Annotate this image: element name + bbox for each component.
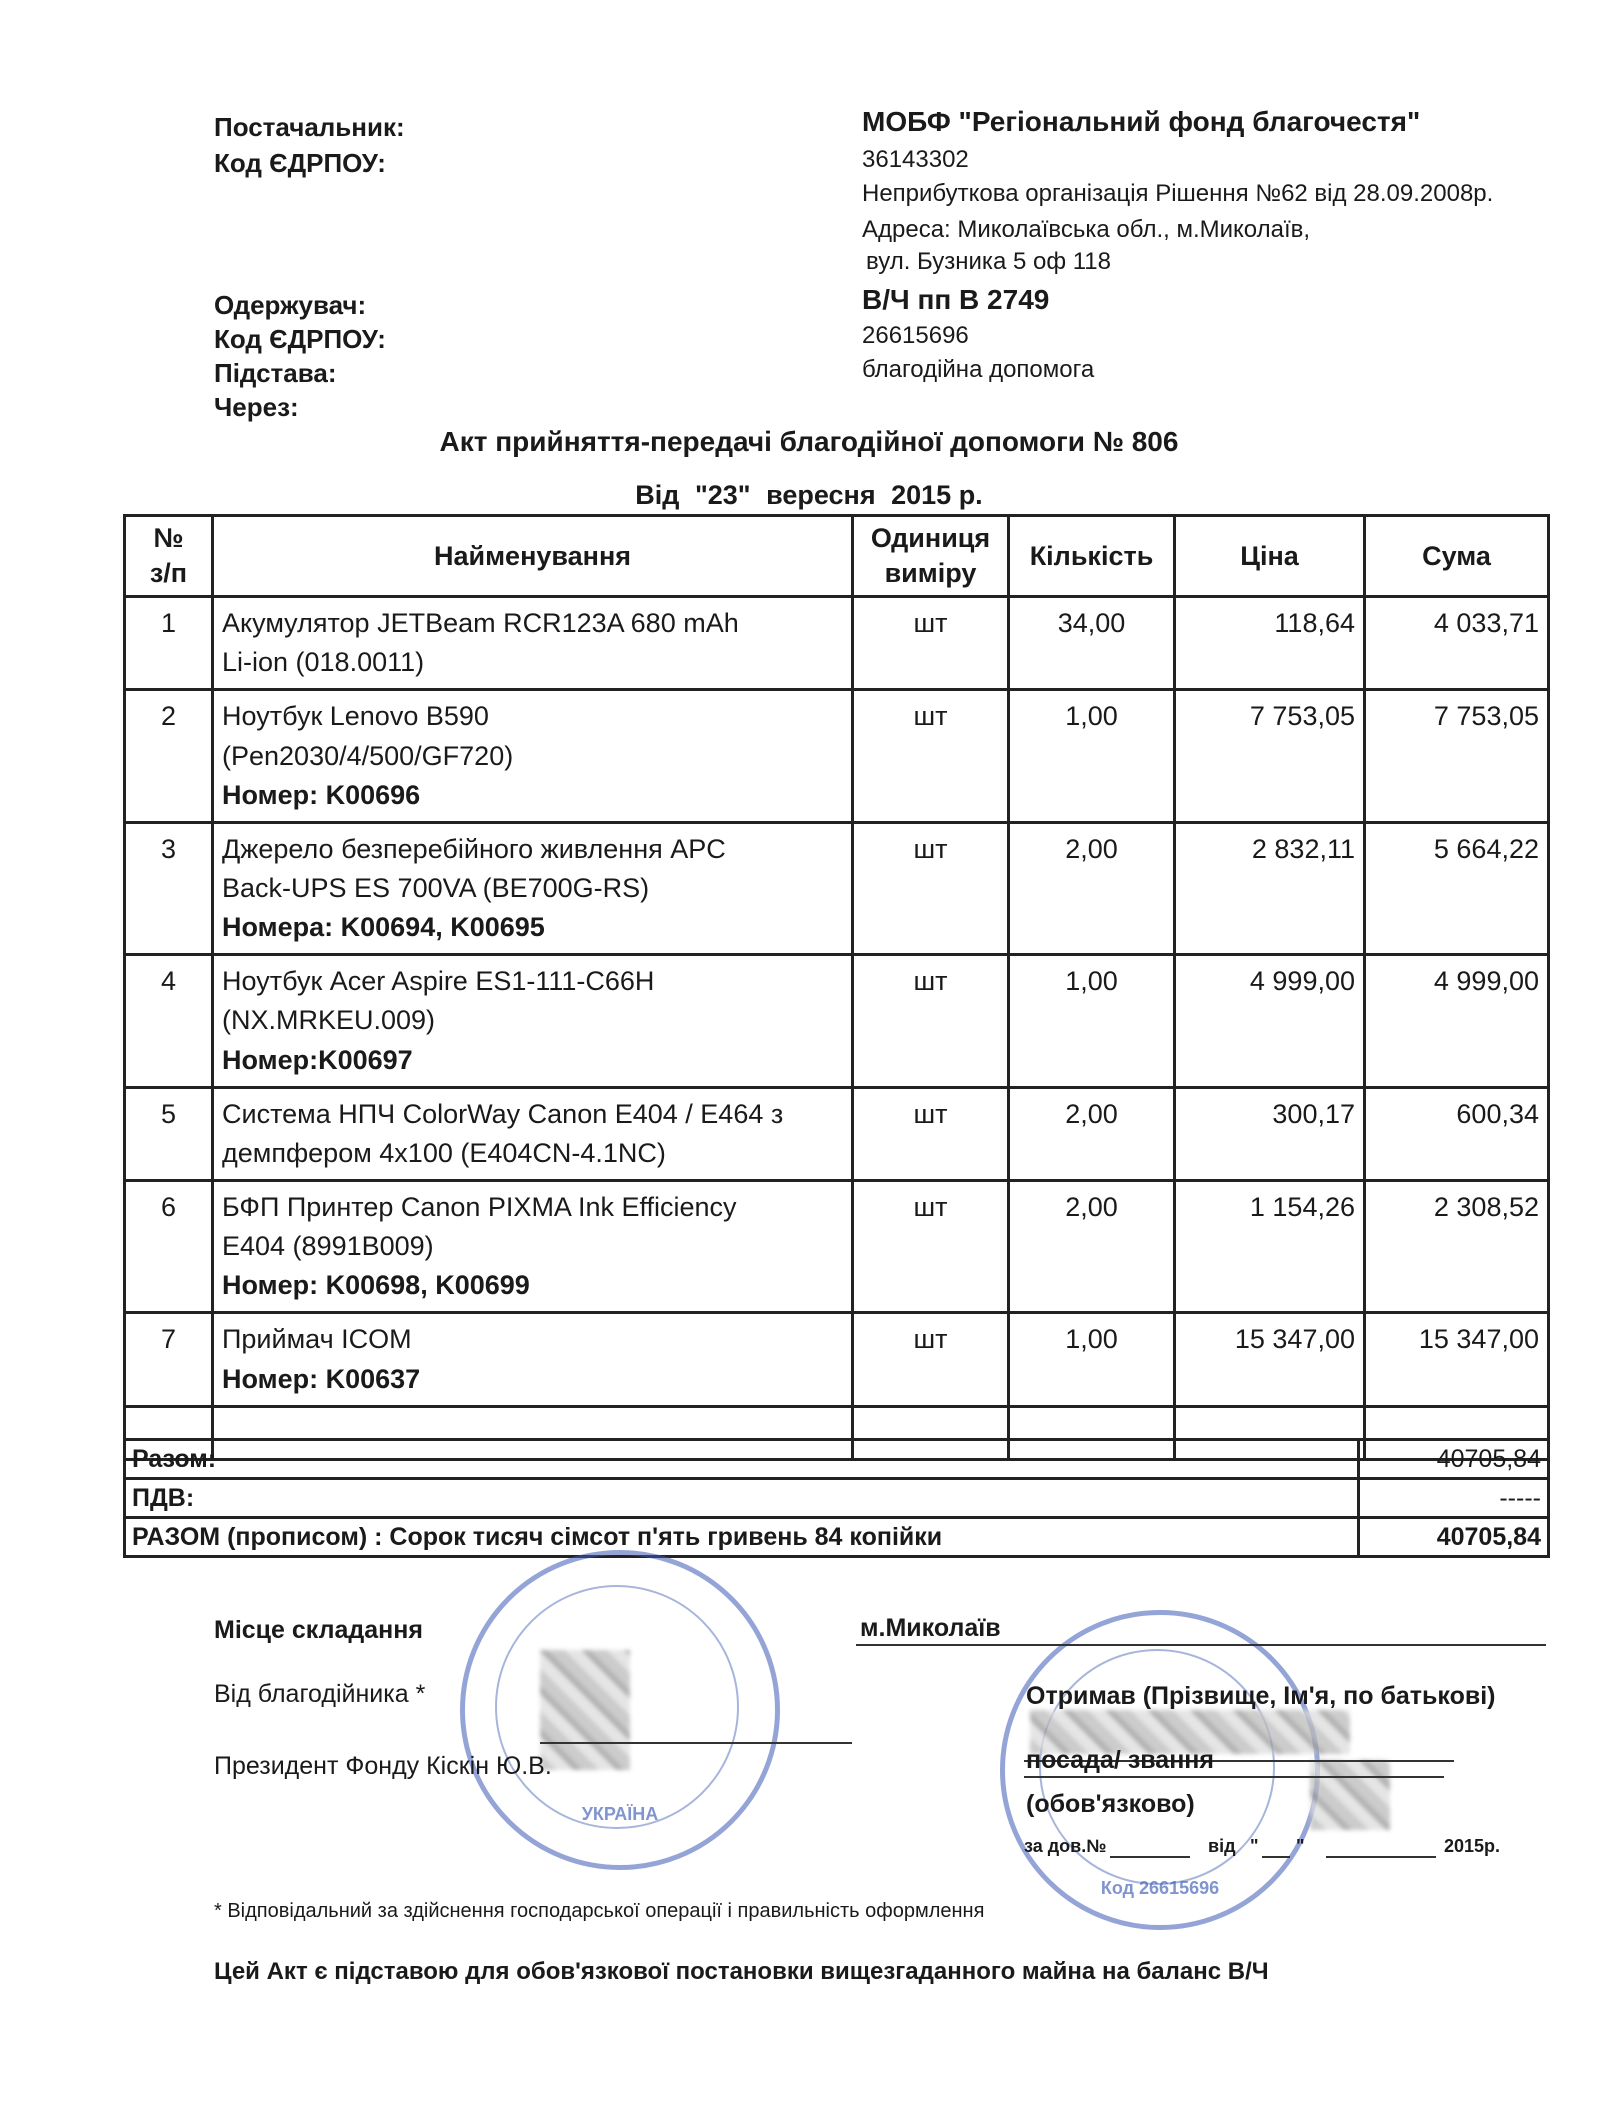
poa-number-line bbox=[1110, 1856, 1190, 1858]
poa-year: 2015р. bbox=[1444, 1836, 1501, 1856]
row-price: 118,64 bbox=[1175, 597, 1365, 690]
row-sum: 2 308,52 bbox=[1365, 1181, 1549, 1313]
poa-date-label: від bbox=[1208, 1836, 1236, 1856]
row-unit: шт bbox=[853, 690, 1009, 822]
position-line bbox=[1024, 1776, 1444, 1778]
header-no-line1: № bbox=[153, 523, 184, 553]
row-name-line1: Ноутбук Lenovo B590 bbox=[222, 701, 489, 732]
row-name-line1: Приймач ICOM bbox=[222, 1324, 412, 1355]
header-sum: Сума bbox=[1365, 516, 1549, 597]
president-name: Президент Фонду Кіскін Ю.В. bbox=[214, 1752, 552, 1780]
recipient-via-label: Через: bbox=[214, 392, 299, 422]
supplier-label: Постачальник: bbox=[214, 112, 405, 142]
row-price: 1 154,26 bbox=[1175, 1181, 1365, 1313]
place-label: Місце складання bbox=[214, 1616, 423, 1644]
row-unit: шт bbox=[853, 955, 1009, 1087]
row-name-line2: E404 (8991B009) bbox=[222, 1231, 434, 1262]
from-donor-label: Від благодійника * bbox=[214, 1680, 426, 1708]
row-name bbox=[213, 1313, 853, 1406]
row-price: 7 753,05 bbox=[1175, 690, 1365, 822]
basis-note: Цей Акт є підставою для обов'язкової постановки вищезгаданного майна на баланс В/Ч bbox=[214, 1958, 1269, 1985]
row-serial: Номера: K00694, K00695 bbox=[222, 912, 545, 943]
row-sum: 4 999,00 bbox=[1365, 955, 1549, 1087]
row-name-line2: демпфером 4x100 (E404CN-4.1NC) bbox=[222, 1137, 666, 1168]
row-sum: 15 347,00 bbox=[1365, 1313, 1549, 1406]
row-name bbox=[213, 955, 853, 1087]
row-no: 4 bbox=[125, 955, 213, 1087]
row-serial: Номер: K00696 bbox=[222, 779, 421, 810]
recipient-label: Одержувач: bbox=[214, 290, 367, 320]
poa-month-line bbox=[1326, 1856, 1436, 1858]
header-unit bbox=[853, 516, 1009, 597]
row-name-line1: Система НПЧ ColorWay Canon E404 / E464 з bbox=[222, 1098, 784, 1129]
row-name-line1: Ноутбук Acer Aspire ES1-111-C66H bbox=[222, 966, 655, 997]
redacted-position bbox=[1310, 1760, 1390, 1830]
mandatory-label: (обов'язково) bbox=[1026, 1790, 1195, 1818]
place-value: м.Миколаїв bbox=[860, 1614, 1001, 1642]
header-unit-line1: Одиниця bbox=[870, 523, 991, 553]
row-price: 2 832,11 bbox=[1175, 822, 1365, 954]
total-words-value: 40705,84 bbox=[1359, 1518, 1549, 1557]
table-row bbox=[125, 955, 1549, 1087]
redacted-signature bbox=[540, 1650, 630, 1770]
row-name bbox=[213, 822, 853, 954]
row-serial: Номер: K00698, K00699 bbox=[222, 1270, 530, 1301]
items-table bbox=[123, 514, 1550, 1461]
table-row bbox=[125, 690, 1549, 822]
row-sum: 4 033,71 bbox=[1365, 597, 1549, 690]
row-name bbox=[213, 690, 853, 822]
supplier-name: МОБФ "Регіональний фонд благочестя" bbox=[862, 106, 1421, 137]
row-qty: 2,00 bbox=[1009, 822, 1175, 954]
header-unit-line2: виміру bbox=[884, 558, 977, 589]
poa-quote-close: " bbox=[1296, 1836, 1305, 1856]
table-row bbox=[125, 1313, 1549, 1406]
recipient-name: В/Ч пп В 2749 bbox=[862, 284, 1050, 315]
donor-signature-line bbox=[540, 1742, 852, 1744]
row-sum: 5 664,22 bbox=[1365, 822, 1549, 954]
recipient-code: 26615696 bbox=[862, 322, 969, 349]
recipient-code-label: Код ЄДРПОУ: bbox=[214, 324, 386, 354]
row-qty: 2,00 bbox=[1009, 1087, 1175, 1180]
total-row bbox=[125, 1440, 1549, 1479]
supplier-code: 36143302 bbox=[862, 146, 969, 173]
row-unit: шт bbox=[853, 1181, 1009, 1313]
total-words-label: РАЗОМ (прописом) : Сорок тисяч сімсот п'ять гривень 84 копійки bbox=[125, 1518, 1359, 1557]
row-unit: шт bbox=[853, 597, 1009, 690]
row-name-line1: Джерело безперебійного живлення APC bbox=[222, 833, 726, 864]
table-row bbox=[125, 1087, 1549, 1180]
row-price: 15 347,00 bbox=[1175, 1313, 1365, 1406]
supplier-note: Неприбуткова організація Рішення №62 від 28.09.2008р. bbox=[862, 180, 1494, 207]
row-qty: 1,00 bbox=[1009, 1313, 1175, 1406]
totals-table bbox=[123, 1438, 1550, 1558]
row-qty: 1,00 bbox=[1009, 690, 1175, 822]
supplier-address-line2: вул. Бузника 5 оф 118 bbox=[866, 248, 1112, 275]
row-name bbox=[213, 597, 853, 690]
row-no: 7 bbox=[125, 1313, 213, 1406]
row-name-line2: (Pen2030/4/500/GF720) bbox=[222, 740, 514, 771]
row-name bbox=[213, 1087, 853, 1180]
vat-label: ПДВ: bbox=[125, 1479, 1359, 1518]
header-no-line2: з/п bbox=[149, 558, 188, 589]
recipient-basis: благодійна допомога bbox=[862, 356, 1095, 383]
row-name-line2: (NX.MRKEU.009) bbox=[222, 1005, 436, 1036]
row-name-line2: Back-UPS ES 700VA (BE700G-RS) bbox=[222, 873, 650, 904]
table-header-row bbox=[125, 516, 1549, 597]
row-sum: 7 753,05 bbox=[1365, 690, 1549, 822]
row-unit: шт bbox=[853, 1313, 1009, 1406]
header-no bbox=[125, 516, 213, 597]
power-of-attorney-label: за дов.№ bbox=[1024, 1836, 1107, 1856]
row-no: 1 bbox=[125, 597, 213, 690]
table-row bbox=[125, 822, 1549, 954]
received-label: Отримав (Прізвище, Ім'я, по батькові) bbox=[1026, 1682, 1496, 1710]
table-row bbox=[125, 1181, 1549, 1313]
poa-day-line bbox=[1262, 1856, 1290, 1858]
supplier-address-line1: Адреса: Миколаївська обл., м.Миколаїв, bbox=[862, 216, 1311, 243]
row-serial: Номер: K00637 bbox=[222, 1363, 421, 1394]
row-price: 300,17 bbox=[1175, 1087, 1365, 1180]
row-name-line1: БФП Принтер Canon PIXMA Ink Efficiency bbox=[222, 1192, 737, 1223]
row-serial: Номер:K00697 bbox=[222, 1044, 413, 1075]
row-name-line1: Акумулятор JETBeam RCR123A 680 mAh bbox=[222, 608, 739, 639]
table-row bbox=[125, 597, 1549, 690]
date-day: "23" bbox=[694, 480, 751, 510]
vat-row bbox=[125, 1479, 1549, 1518]
row-unit: шт bbox=[853, 1087, 1009, 1180]
row-name-line2: Li-ion (018.0011) bbox=[222, 647, 425, 678]
row-qty: 34,00 bbox=[1009, 597, 1175, 690]
footnote: * Відповідальний за здійснення господарської операції і правильність оформлення bbox=[214, 1900, 985, 1922]
row-qty: 2,00 bbox=[1009, 1181, 1175, 1313]
position-label: посада/ звання bbox=[1026, 1746, 1214, 1774]
right-stamp-text: Код 26615696 bbox=[1100, 1878, 1220, 1898]
recipient-basis-label: Підстава: bbox=[214, 358, 337, 388]
row-price: 4 999,00 bbox=[1175, 955, 1365, 1087]
date-month: вересня bbox=[766, 480, 876, 510]
supplier-code-label: Код ЄДРПОУ: bbox=[214, 148, 386, 178]
row-sum: 600,34 bbox=[1365, 1087, 1549, 1180]
row-qty: 1,00 bbox=[1009, 955, 1175, 1087]
header-qty: Кількість bbox=[1009, 516, 1175, 597]
total-value: 40705,84 bbox=[1359, 1440, 1549, 1479]
date-prefix: Від bbox=[635, 480, 680, 510]
row-no: 3 bbox=[125, 822, 213, 954]
header-price: Ціна bbox=[1175, 516, 1365, 597]
row-no: 2 bbox=[125, 690, 213, 822]
left-stamp-text: УКРАЇНА bbox=[581, 1804, 659, 1824]
vat-value: ----- bbox=[1359, 1479, 1549, 1518]
document-title: Акт прийняття-передачі благодійної допомоги № 806 bbox=[439, 426, 1179, 457]
poa-quote-open: " bbox=[1250, 1836, 1259, 1856]
row-unit: шт bbox=[853, 822, 1009, 954]
row-no: 5 bbox=[125, 1087, 213, 1180]
header-name: Найменування bbox=[213, 516, 853, 597]
row-no: 6 bbox=[125, 1181, 213, 1313]
total-label: Разом: bbox=[125, 1440, 1359, 1479]
place-line bbox=[856, 1644, 1546, 1646]
document-date bbox=[0, 480, 1618, 511]
total-words-row bbox=[125, 1518, 1549, 1557]
date-year: 2015 р. bbox=[891, 480, 983, 510]
row-name bbox=[213, 1181, 853, 1313]
